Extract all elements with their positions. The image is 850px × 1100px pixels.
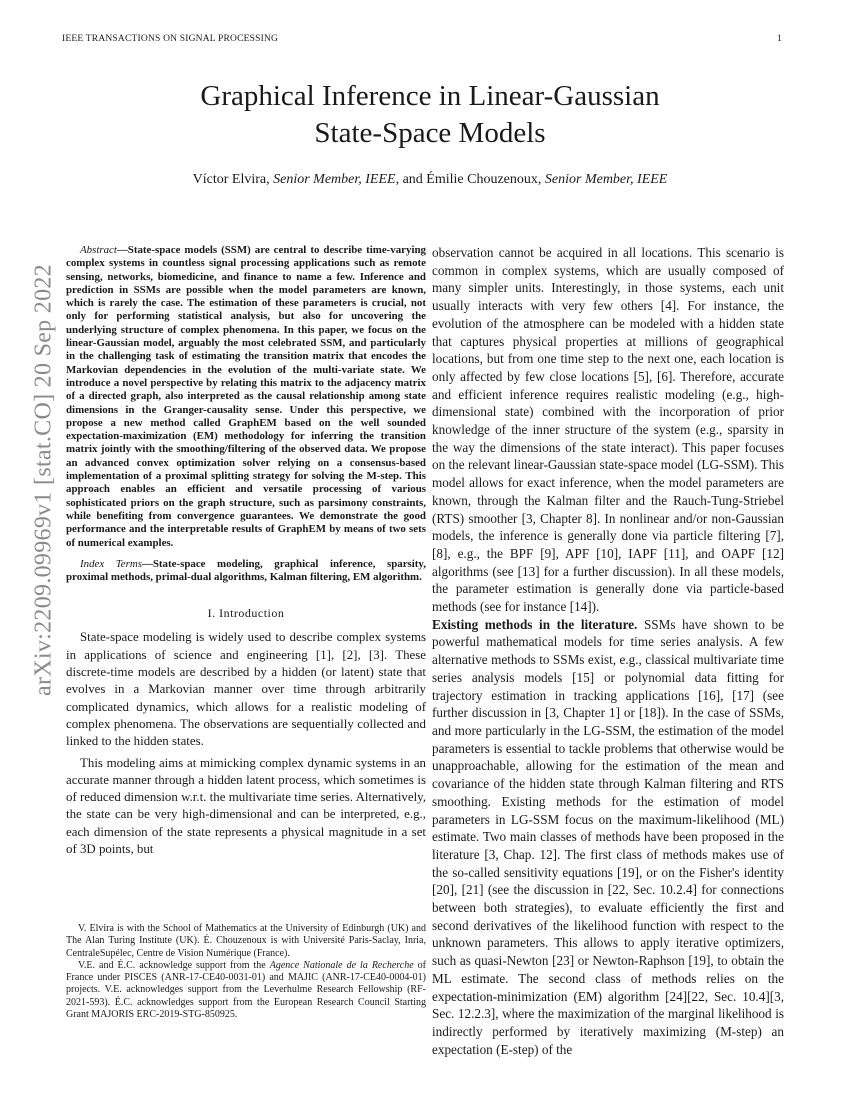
right-column [432,244,784,1058]
arxiv-identifier: arXiv:2209.09969v1 [stat.CO] 20 Sep 2022 [30,264,57,696]
existing-methods-heading: Existing methods in the literature. [432,616,638,632]
abstract-label: Abstract [80,244,117,256]
left-column [66,244,426,858]
intro-paragraph-1: State-space modeling is widely used to describe complex systems in applications of science and engineering [1], [2], [3]. These discrete-time models are described by a hidden (or latent) state that evolves in a Markovian manner over time through arbitrarily complicated dynamics, which allows for a realistic modeling of complex phenomena. The observations are sequentially collected and linked to the hidden states. [66,630,426,749]
author-connector: and Émilie Chouzenoux, [399,172,545,187]
author-2-role: Senior Member, IEEE [544,172,668,187]
right-paragraph-1: observation cannot be acquired in all locations. This scenario is common in complex systems, which are usually composed of many simpler units. Interestingly, in those systems, each unit usually interacts with very few others [4]. For instance, the evolution of the atmosphere can be modeled with a hidden state that captures physical properties at millions of geographical locations, but from one time step to the next one, each location is only affected by few close locations [5], [6]. Therefore, accurate and efficient inference requires realistic modeling (e.g., high-dimensional state) combined with the incorporation of prior knowledge of the inner structure of the system (e.g., sparsity in the way the dimensions of the state interact). This paper focuses on the relevant linear-Gaussian state-space model (LG-SSM). This model allows for exact inference, when the model parameters are known, through the Kalman filter and the Rauch-Tung-Striebel (RTS) smoother [3, Chapter 8]. In nonlinear and/or non-Gaussian models, the inference is generally done via particle filtering [7], [8], e.g., the BPF [9], APF [10], IAPF [11], and OAPF [12] algorithms (see [13] for a further discussion). In all these models, the parameter estimation is generally done via particle-based methods (see for instance [14]). [432,245,784,615]
index-terms-label: Index Terms [80,557,142,570]
footnote-affiliations: V. Elvira is with the School of Mathematics at the University of Edinburgh (UK) and The Alan Turing Institute (UK). É. Chouzenoux is with Université Paris-Saclay, Inria, CentraleSupélec, Centre de Vision Numérique (France). [66,923,426,959]
footnote-acknowledgements [66,960,426,1021]
footnote-ack-rest: of France under PISCES (ANR-17-CE40-0031-01) and MAJIC (ANR-17-CE40-0004-01) projects. V.E. acknowledges support from the Leverhulme Research Fellowship (RF-2021-593). É.C. acknowledges support from the European Research Council Starting Grant MAJORIS ERC-2019-STG-850925. [66,959,426,1021]
paper-title [110,78,750,152]
title-line-1: Graphical Inference in Linear-Gaussian [200,80,660,112]
title-line-2: State-Space Models [314,117,546,149]
abstract [66,244,426,550]
section-heading-introduction: I. Introduction [207,606,285,621]
footnote [66,923,426,1021]
index-terms [66,558,426,585]
footnote-ack-start: V.E. and É.C. acknowledge support from the [78,959,270,971]
index-terms-text: —State-space modeling, graphical inference, sparsity, proximal methods, primal-dual algorithms, Kalman filtering, EM algorithm. [66,557,426,584]
author-1: Víctor Elvira, [192,172,274,187]
author-line [90,172,770,188]
existing-methods-text: SSMs have shown to be powerful mathematical models for time series analysis. A few alternative methods to SSMs exist, e.g., classical multivariate time series analysis models [15] or polynomial data fitting for trajectory estimation in tracking applications [16], [17] (see further discussion in [3, Chapter 1] or [18]). In the case of SSMs, and more particularly in the LG-SSM, the estimation of the model parameters is essential to tackle problems that otherwise would be unapproachable, allowing for the estimation of the mean and covariance of the hidden state through Kalman filtering and RTS smoothing. Existing methods for the estimation of model parameters in LG-SSM focus on the maximum-likelihood (ML) estimate. Two main classes of methods have been proposed in the literature [3, Chap. 12]. The first class of methods makes use of the so-called sensitivity equations [19], or on the Fisher's identity [20], [21] (see the discussion in [22, Sec. 10.2.4] for connections between both strategies), to evaluate efficiently the first and second derivatives of the likelihood function with respect to the unknown parameters. This allows to apply iterative optimizers, such as quasi-Newton [23] or Newton-Raphson [19], to obtain the ML estimate. The second class of methods relies on the expectation-minimization (EM) algorithm [24][22, Sec. 10.4][3, Sec. 12.2.3], where the maximization of the marginal likelihood is indirectly performed by iteratively maximizing (M-step) an expectation (E-step) of the [432,616,785,1057]
footnote-agency: Agence Nationale de la Recherche [269,959,414,971]
right-paragraph-2 [432,616,784,1059]
intro-paragraph-2: This modeling aims at mimicking complex dynamic systems in an accurate manner through a hidden latent process, which sometimes is of reduced dimension w.r.t. the multivariate time series. Alternatively, the state can be very high-dimensional and can be interpreted, e.g., each dimension of the state represents a physical magnitude in a set of 3D points, but [66,755,426,856]
page-number: 1 [777,34,782,44]
author-1-role: Senior Member, IEEE, [273,172,400,187]
journal-name: IEEE TRANSACTIONS ON SIGNAL PROCESSING [62,34,279,44]
abstract-text: —State-space models (SSM) are central to describe time-varying complex systems in countless signal processing applications such as remote sensing, networks, biomedicine, and finance to name a few. Inference and prediction in SSMs are possible when the model parameters are known, which is rarely the case. The estimation of these parameters is crucial, not only for performing statistical analysis, but also for uncovering the underlying structure of complex phenomena. In this paper, we focus on the linear-Gaussian model, arguably the most celebrated SSM, and particularly in the challenging task of estimating the transition matrix that encodes the Markovian dependencies in the evolution of the multi-variate state. We introduce a novel perspective by relating this matrix to the adjacency matrix of a directed graph, also interpreted as the causal relationship among state dimensions in the Granger-causality sense. Under this perspective, we propose a new method called GraphEM based on the well sounded expectation-maximization (EM) methodology for inferring the transition matrix jointly with the smoothing/filtering of the observed data. We propose an advanced convex optimization solver relying on a consensus-based implementation of a proximal splitting strategy for solving the M-step. This approach enables an efficient and versatile processing of various sophisticated priors on the graph structure, such as parsimony constraints, while benefiting from convergence guarantees. We demonstrate the good performance and the interpretable results of GraphEM by means of two sets of numerical examples. [66,244,426,549]
arxiv-stamp [14,250,74,710]
